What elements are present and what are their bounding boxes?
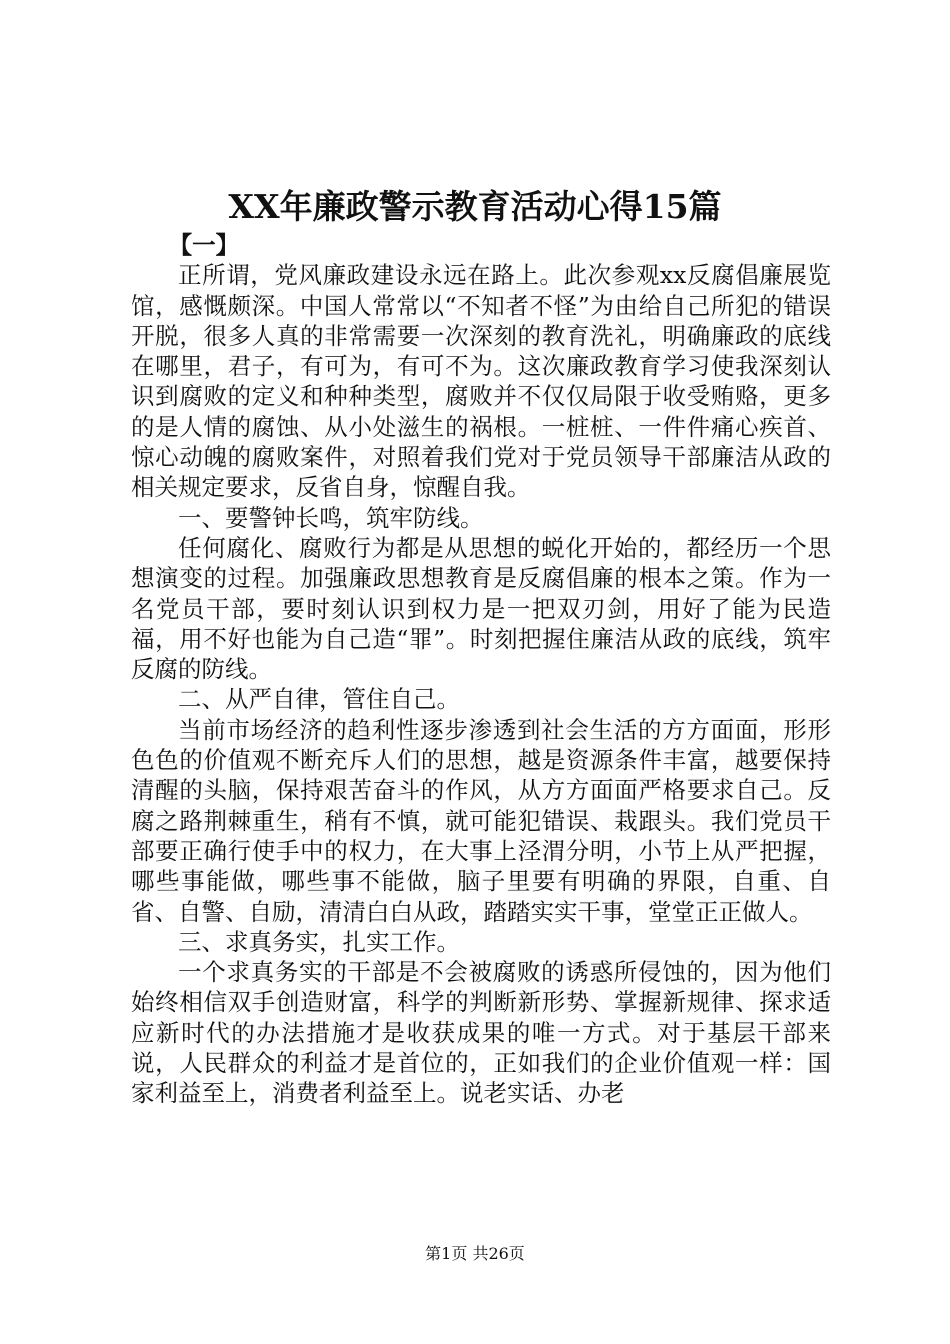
heading-point-three: 三、求真务实，扎实工作。 — [178, 927, 460, 956]
paragraph-point-three: 一个求真务实的干部是不会被腐败的诱惑所侵蚀的，因为他们始终相信双手创造财富，科学的判断新形势、掌握新规律、探求适应新时代的办法措施才是收获成果的唯一方式。对于基层干部来说，人民群众的利益才是首位的，正如我们的企业价值观一样：国家利益至上，消费者利益至上。说老实话、办老 — [131, 958, 831, 1108]
paragraph-intro: 正所谓，党风廉政建设永远在路上。此次参观xx反腐倡廉展览馆，感慨颇深。中国人常常以“不知者不怪”为由给自己所犯的错误开脱，很多人真的非常需要一次深刻的教育洗礼，明确廉政的底线在哪里，君子，有可为，有可不为。这次廉政教育学习使我深刻认识到腐败的定义和种种类型，腐败并不仅仅局限于收受贿赂，更多的是人情的腐蚀、从小处滋生的祸根。一桩桩、一件件痛心疾首、惊心动魄的腐败案件，对照着我们党对于党员领导干部廉洁从政的相关规定要求，反省自身，惊醒自我。 — [131, 261, 831, 502]
paragraph-point-one: 任何腐化、腐败行为都是从思想的蜕化开始的，都经历一个思想演变的过程。加强廉政思想教育是反腐倡廉的根本之策。作为一名党员干部，要时刻认识到权力是一把双刃剑，用好了能为民造福，用不好也能为自己造“罪”。时刻把握住廉洁从政的底线，筑牢反腐的防线。 — [131, 533, 831, 684]
page-footer: 第1页 共26页 — [425, 1244, 525, 1263]
paragraph-point-two: 当前市场经济的趋利性逐步渗透到社会生活的方方面面，形形色色的价值观不断充斥人们的思想，越是资源条件丰富，越要保持清醒的头脑，保持艰苦奋斗的作风，从方方面面严格要求自己。反腐之路荆棘重生，稍有不慎，就可能犯错误、栽跟头。我们党员干部要正确行使手中的权力，在大事上泾渭分明，小节上从严把握，哪些事能做，哪些事不能做，脑子里要有明确的界限，自重、自省、自警、自励，清清白白从政，踏踏实实干事，堂堂正正做人。 — [131, 715, 831, 926]
section-marker: 【一】 — [168, 231, 240, 259]
heading-point-one: 一、要警钟长鸣，筑牢防线。 — [178, 503, 484, 532]
document-title: XX年廉政警示教育活动心得15篇 — [228, 187, 722, 226]
document-body — [131, 230, 831, 1109]
heading-point-two: 二、从严自律，管住自己。 — [178, 685, 460, 714]
